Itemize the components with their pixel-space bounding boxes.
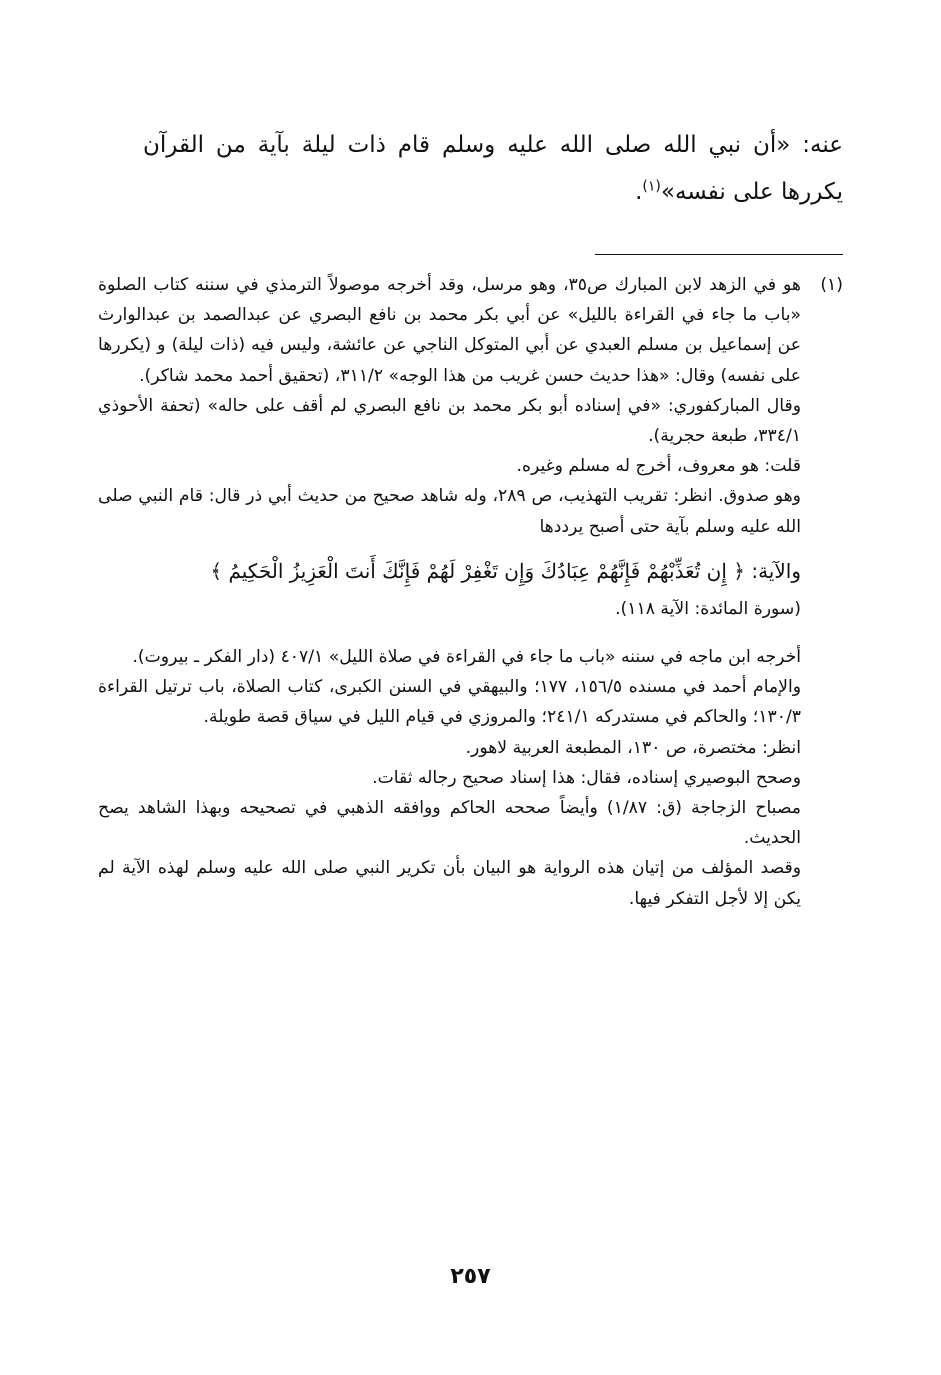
main-text-end: .	[635, 179, 643, 205]
spacer	[98, 624, 801, 642]
verse-prefix: والآية:	[751, 558, 801, 583]
footnote-entry	[98, 270, 843, 914]
quran-verse-line	[98, 548, 801, 594]
page-number: ٢٥٧	[450, 1264, 491, 1289]
footnote-reference[interactable]: (١)	[642, 178, 661, 195]
footnote-paragraph: مصباح الزجاجة (ق: ١/٨٧) وأيضاً صححه الحاكم ووافقه الذهبي في تصحيحه وبهذا الشاهد يصح الحديث.	[98, 798, 801, 849]
footnote-paragraph: وقال المباركفوري: «في إسناده أبو بكر محمد بن نافع البصري لم أقف على حاله» (تحفة الأحوذي ٣٣٤/١، طبعة حجرية).	[98, 395, 801, 447]
footnote-number: (١)	[820, 275, 843, 295]
footnotes-section	[98, 270, 843, 914]
quran-verse: ﴿ إِن تُعَذِّبْهُمْ فَإِنَّهُمْ عِبَادُكَ وَإِن تَغْفِرْ لَهُمْ فَإِنَّكَ أَنتَ الْعَزِيزُ الْحَكِيمُ ﴾	[210, 558, 745, 583]
footnote-divider	[595, 254, 843, 255]
footnote-paragraph: انظر: مختصرة، ص ١٣٠، المطبعة العربية لاهور.	[465, 737, 801, 758]
main-text: عنه: «أن نبي الله صلى الله عليه وسلم قام ذات ليلة بآية من القرآن يكررها على نفسه»	[143, 132, 843, 205]
footnote-paragraph: هو في الزهد لابن المبارك ص٣٥، وهو مرسل، وقد أخرجه موصولاً الترمذي في سننه كتاب الصلوة «باب ما جاء في القراءة بالليل» عن أبي بكر محمد بن نافع البصري عن عبدالصمد بن عبدالوارث عن إسماعيل بن مسلم العبدي عن أبي المتوكل الناجي عن عائشة، وليس فيه (ذات ليلة) و (يكررها على نفسه) وقال: «هذا حديث حسن غريب من هذا الوجه» ٣١١/٢، (تحقيق أحمد محمد شاكر).	[98, 275, 801, 386]
footnote-paragraph: قلت: هو معروف، أخرج له مسلم وغيره.	[516, 456, 801, 477]
footnote-paragraph: وهو صدوق. انظر: تقريب التهذيب، ص ٢٨٩، وله شاهد صحيح من حديث أبي ذر قال: قام النبي صلى الله عليه وسلم بآية حتى أصبح يرددها	[98, 486, 801, 537]
verse-source: (سورة المائدة: الآية ١١٨).	[615, 598, 801, 619]
footnote-paragraph: وصحح البوصيري إسناده، فقال: هذا إسناد صحيح رجاله ثقات.	[372, 767, 801, 788]
footnote-paragraph: والإمام أحمد في مسنده ١٥٦/٥، ١٧٧؛ والبيهقي في السنن الكبرى، كتاب الصلاة، باب ترتيل القراءة ١٣٠/٣؛ والحاكم في مستدركه ٢٤١/١؛ والمروزي في قيام الليل في سياق قصة طويلة.	[98, 677, 802, 728]
main-paragraph	[143, 122, 843, 216]
footnote-body	[98, 270, 801, 914]
footnote-paragraph: وقصد المؤلف من إتيان هذه الرواية هو البيان بأن تكرير النبي صلى الله عليه وسلم لهذه الآية لم يكن إلا لأجل التفكر فيها.	[98, 858, 801, 909]
footnote-paragraph: أخرجه ابن ماجه في سننه «باب ما جاء في القراءة في صلاة الليل» ٤٠٧/١ (دار الفكر ـ بيروت).	[132, 647, 801, 668]
